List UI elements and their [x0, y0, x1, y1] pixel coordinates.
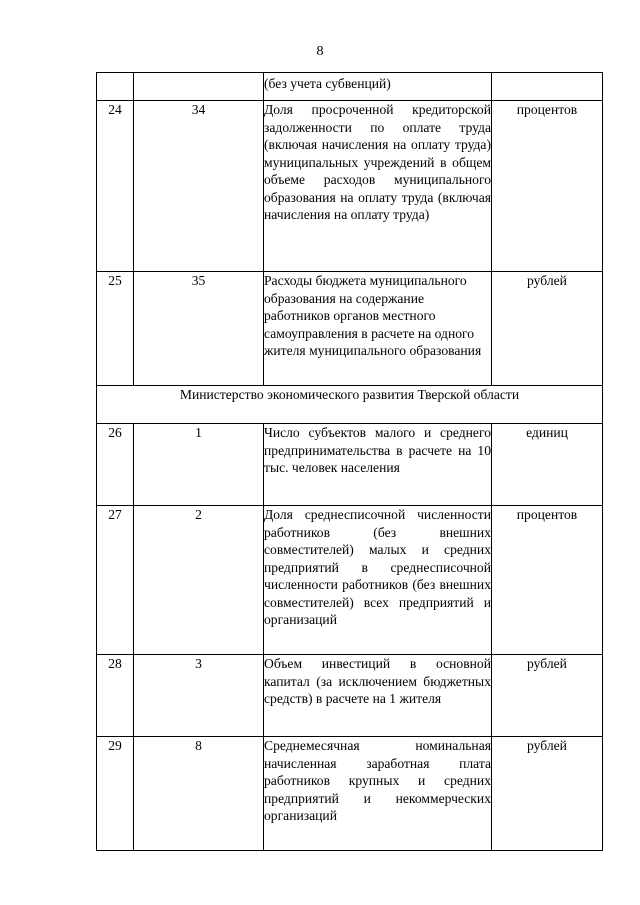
table-row [97, 506, 603, 655]
table-row [97, 655, 603, 737]
unit-cell: рублей [492, 737, 603, 851]
indicator-name-cell: Число субъектов малого и среднего предпринимательства в расчете на 10 тыс. человек населения [264, 424, 492, 506]
row-number-cell: 29 [97, 737, 134, 851]
indicator-name-cell: Доля среднесписочной численности работников (без внешних совместителей) малых и средних предприятий в среднесписочной численности работников (без внешних совместителей) всех предприятий и организаций [264, 506, 492, 655]
row-code-cell: 34 [134, 101, 264, 272]
unit-cell: рублей [492, 272, 603, 386]
unit-cell: рублей [492, 655, 603, 737]
indicators-table [96, 72, 603, 851]
table-row-continuation [97, 73, 603, 101]
row-number-cell: 27 [97, 506, 134, 655]
unit-cell: процентов [492, 101, 603, 272]
row-code-cell: 1 [134, 424, 264, 506]
table-row-section [97, 386, 603, 424]
row-number-cell: 26 [97, 424, 134, 506]
row-code-cell: 8 [134, 737, 264, 851]
row-number-cell [97, 73, 134, 101]
row-number-cell: 24 [97, 101, 134, 272]
indicator-name-cell: (без учета субвенций) [264, 73, 492, 101]
indicator-name-cell: Доля просроченной кредиторской задолженности по оплате труда (включая начисления на оплату труда) муниципальных учреждений в общем объеме расходов муниципального образования на оплату труда (включая начисления на оплату труда) [264, 101, 492, 272]
indicator-name-cell: Среднемесячная номинальная начисленная заработная плата работников крупных и средних предприятий и некоммерческих организаций [264, 737, 492, 851]
table-row [97, 101, 603, 272]
unit-cell: процентов [492, 506, 603, 655]
table-row [97, 424, 603, 506]
row-code-cell: 2 [134, 506, 264, 655]
table-row [97, 737, 603, 851]
indicator-name-cell: Объем инвестиций в основной капитал (за исключением бюджетных средств) в расчете на 1 жителя [264, 655, 492, 737]
row-number-cell: 25 [97, 272, 134, 386]
section-title: Министерство экономического развития Тверской области [97, 386, 603, 424]
row-code-cell: 35 [134, 272, 264, 386]
row-code-cell [134, 73, 264, 101]
row-number-cell: 28 [97, 655, 134, 737]
table-row [97, 272, 603, 386]
unit-cell [492, 73, 603, 101]
indicator-name-cell: Расходы бюджета муниципального образования на содержание работников органов местного самоуправления в расчете на одного жителя муниципального образования [264, 272, 492, 386]
row-code-cell: 3 [134, 655, 264, 737]
unit-cell: единиц [492, 424, 603, 506]
page-number: 8 [316, 44, 324, 59]
